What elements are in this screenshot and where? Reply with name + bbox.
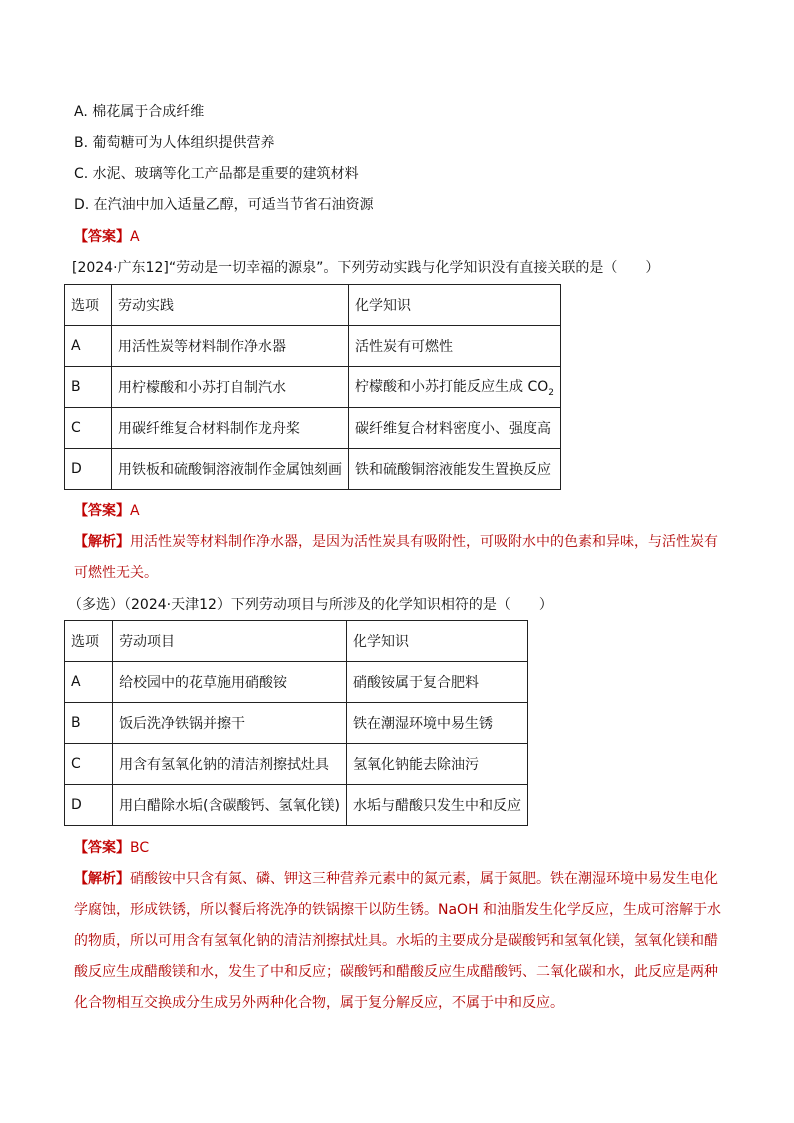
table-cell: 用柠檬酸和小苏打自制汽水 [112, 367, 349, 408]
table-cell: D [65, 449, 112, 490]
table-cell: B [65, 367, 112, 408]
table-row [65, 744, 528, 785]
question-3-table [64, 620, 528, 826]
table-header-row [65, 285, 561, 326]
table-cell: 铁和硫酸铜溶液能发生置换反应 [349, 449, 561, 490]
table-cell-text: 柠檬酸和小苏打能反应生成 CO [355, 379, 549, 396]
table-cell: 水垢与醋酸只发生中和反应 [347, 785, 528, 826]
table-row [65, 785, 528, 826]
table-header-cell: 选项 [65, 285, 112, 326]
analysis-3 [74, 864, 724, 1019]
table-row [65, 326, 561, 367]
table-header-cell: 选项 [65, 621, 113, 662]
table-header-cell: 化学知识 [347, 621, 528, 662]
table-cell: 铁在潮湿环境中易生锈 [347, 703, 528, 744]
answer-value: A [130, 503, 140, 519]
table-cell: B [65, 703, 113, 744]
answer-tag: 【答案】 [74, 840, 130, 856]
option-d: D. 在汽油中加入适量乙醇，可适当节省石油资源 [74, 197, 374, 213]
answer-2 [74, 501, 140, 521]
answer-3 [74, 838, 149, 858]
table-cell: 氢氧化钠能去除油污 [347, 744, 528, 785]
table-header-cell: 劳动项目 [113, 621, 347, 662]
table-row [65, 408, 561, 449]
table-cell: A [65, 662, 113, 703]
table-cell: 活性炭有可燃性 [349, 326, 561, 367]
answer-value: BC [130, 840, 150, 856]
table-cell: 用碳纤维复合材料制作龙舟桨 [112, 408, 349, 449]
answer-1 [74, 227, 140, 247]
table-cell: A [65, 326, 112, 367]
table-cell: 饭后洗净铁锅并擦干 [113, 703, 347, 744]
question-2-stem: [2024·广东12]“劳动是一切幸福的源泉”。下列劳动实践与化学知识没有直接关联的是（ ） [72, 260, 660, 276]
table-row [65, 703, 528, 744]
analysis-2 [74, 527, 724, 589]
question-3-stem: （多选）（2024·天津12）下列劳动项目与所涉及的化学知识相符的是（ ） [68, 597, 553, 613]
table-row [65, 367, 561, 408]
table-cell: C [65, 408, 112, 449]
table-cell: 用含有氢氧化钠的清洁剂擦拭灶具 [113, 744, 347, 785]
table-cell: 碳纤维复合材料密度小、强度高 [349, 408, 561, 449]
option-b: B. 葡萄糖可为人体组织提供营养 [74, 135, 275, 151]
table-header-cell: 劳动实践 [112, 285, 349, 326]
table-header-cell: 化学知识 [349, 285, 561, 326]
analysis-tag: 【解析】 [74, 871, 130, 887]
subscript: 2 [548, 387, 554, 398]
question-2-table [64, 284, 561, 490]
table-cell: 给校园中的花草施用硝酸铵 [113, 662, 347, 703]
table-cell [349, 367, 561, 408]
table-cell: 用铁板和硫酸铜溶液制作金属蚀刻画 [112, 449, 349, 490]
table-cell: 用活性炭等材料制作净水器 [112, 326, 349, 367]
table-cell: D [65, 785, 113, 826]
table-cell: C [65, 744, 113, 785]
answer-tag: 【答案】 [74, 503, 130, 519]
table-header-row [65, 621, 528, 662]
answer-value: A [130, 229, 140, 245]
option-c: C. 水泥、玻璃等化工产品都是重要的建筑材料 [74, 166, 359, 182]
analysis-text: 用活性炭等材料制作净水器，是因为活性炭具有吸附性，可吸附水中的色素和异味，与活性炭有可燃性无关。 [74, 534, 718, 581]
analysis-text: 硝酸铵中只含有氮、磷、钾这三种营养元素中的氮元素，属于氮肥。铁在潮湿环境中易发生电化学腐蚀，形成铁锈，所以餐后将洗净的铁锅擦干以防生锈。NaOH 和油脂发生化学反应，生成可溶解于水的物质，所以可用含有氢氧化钠的清洁剂擦拭灶具。水垢的主要成分是碳酸钙和氢氧化镁，氢氧化镁和醋酸反应生成醋酸镁和水，发生了中和反应；碳酸钙和醋酸反应生成醋酸钙、二氧化碳和水，此反应是两种化合物相互交换成分生成另外两种化合物，属于复分解反应，不属于中和反应。 [74, 871, 722, 1011]
table-row [65, 449, 561, 490]
table-row [65, 662, 528, 703]
analysis-tag: 【解析】 [74, 534, 130, 550]
option-a: A. 棉花属于合成纤维 [74, 104, 205, 120]
table-cell: 用白醋除水垢(含碳酸钙、氢氧化镁) [113, 785, 347, 826]
table-cell: 硝酸铵属于复合肥料 [347, 662, 528, 703]
answer-tag: 【答案】 [74, 229, 130, 245]
